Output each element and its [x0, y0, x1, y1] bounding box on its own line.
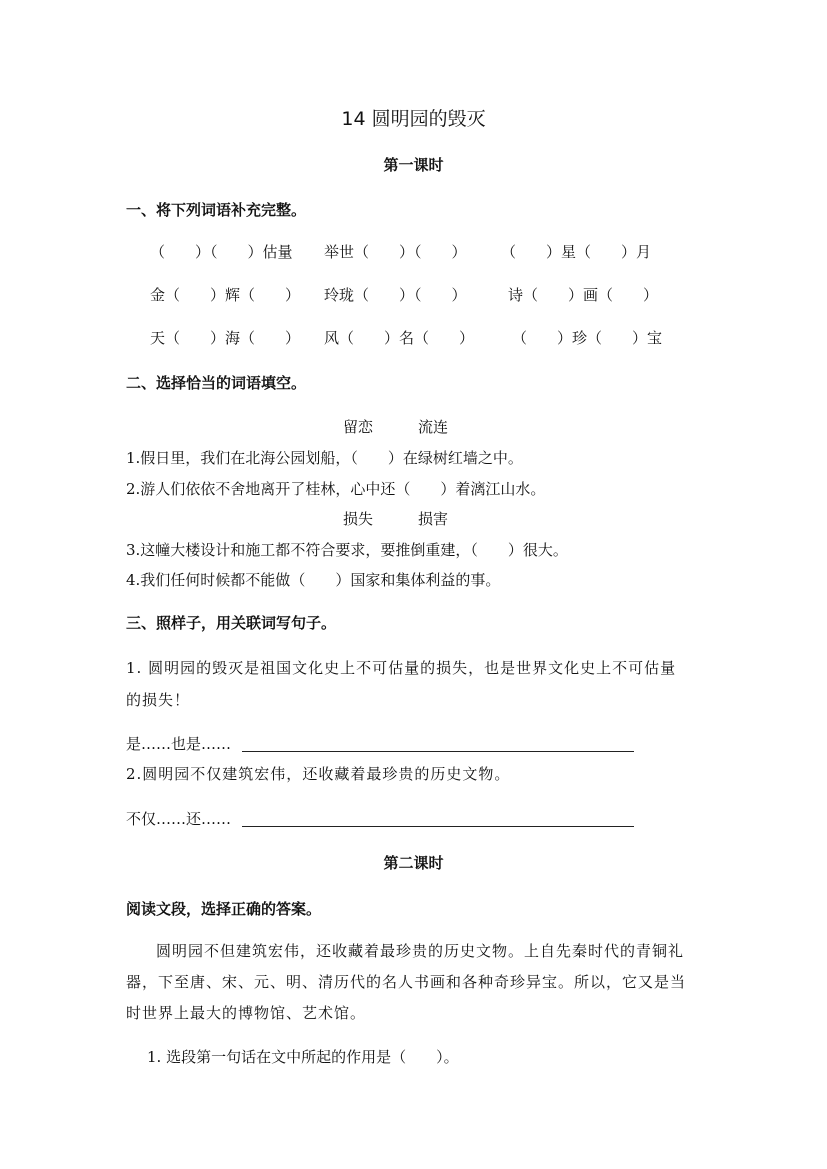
reading-question-1: 1. 选段第一句话在文中所起的作用是（ ）。	[147, 1048, 459, 1066]
lesson-two-heading: 第二课时	[383, 854, 444, 872]
word-choice-sunshi: 损失	[343, 510, 374, 528]
fill-question-1: 1.假日里，我们在北海公园划船，（ ）在绿树红墙之中。	[126, 449, 523, 467]
word-choice-sunhai: 损害	[418, 510, 449, 528]
word-blank-1-2: 举世（ ）（ ）	[324, 243, 467, 261]
lesson-one-heading: 第一课时	[383, 156, 444, 174]
section-four-heading: 阅读文段，选择正确的答案。	[126, 900, 322, 918]
word-blank-3-3: （ ）珍（ ）宝	[512, 329, 663, 347]
example-sentence-2: 2.圆明园不仅建筑宏伟，还收藏着最珍贵的历史文物。	[126, 765, 511, 783]
fill-question-3: 3.这幢大楼设计和施工都不符合要求，要推倒重建，（ ）很大。	[126, 541, 568, 559]
page-title: 14 圆明园的毁灭	[341, 108, 486, 130]
word-blank-2-1: 金（ ）辉（ ）	[150, 286, 301, 304]
section-one-heading: 一、将下列词语补充完整。	[126, 201, 307, 219]
section-two-heading: 二、选择恰当的词语填空。	[126, 374, 307, 392]
example-sentence-1-line1: 1. 圆明园的毁灭是祖国文化史上不可估量的损失，也是世界文化史上不可估量	[126, 659, 677, 677]
answer-line-1[interactable]	[242, 751, 634, 752]
section-three-heading: 三、照样子，用关联词写句子。	[126, 614, 337, 632]
fill-question-2: 2.游人们依依不舍地离开了桂林，心中还（ ）着漓江山水。	[126, 480, 546, 498]
word-blank-3-2: 风（ ）名（ ）	[324, 329, 475, 347]
example-sentence-1-line2: 的损失！	[126, 691, 191, 709]
fill-question-4: 4.我们任何时候都不能做（ ）国家和集体利益的事。	[126, 571, 501, 589]
answer-line-2[interactable]	[242, 826, 634, 827]
word-blank-1-1: （ ）（ ）估量	[150, 243, 293, 261]
connective-prompt-2: 不仅……还……	[126, 810, 232, 828]
passage-line-1: 圆明园不但建筑宏伟，还收藏着最珍贵的历史文物。上自先秦时代的青铜礼	[156, 942, 685, 960]
passage-line-2: 器，下至唐、宋、元、明、清历代的名人书画和各种奇珍异宝。所以，它又是当	[126, 973, 687, 991]
word-choice-liulian2: 流连	[418, 418, 449, 436]
word-blank-3-1: 天（ ）海（ ）	[150, 329, 301, 347]
word-blank-1-3: （ ）星（ ）月	[501, 243, 652, 261]
word-blank-2-3: 诗（ ）画（ ）	[508, 286, 659, 304]
word-blank-2-2: 玲珑（ ）（ ）	[324, 286, 467, 304]
passage-line-3: 时世界上最大的博物馆、艺术馆。	[126, 1004, 367, 1022]
word-choice-liulian: 留恋	[343, 418, 374, 436]
connective-prompt-1: 是……也是……	[126, 735, 232, 753]
